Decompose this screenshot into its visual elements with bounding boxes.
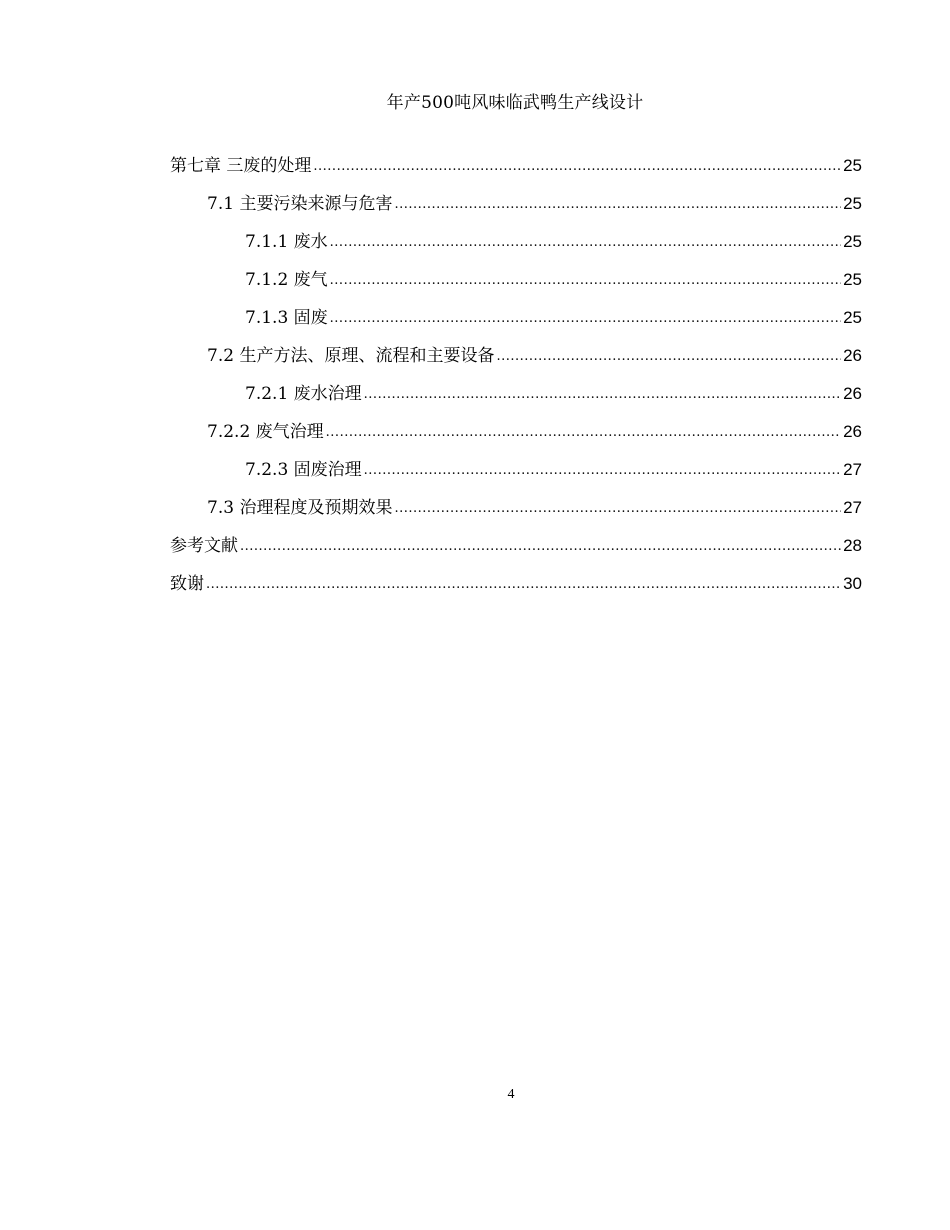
- toc-entry-page: 27: [843, 460, 862, 479]
- toc-leader-dots: [364, 458, 841, 484]
- running-header: [0, 88, 950, 113]
- toc-entry-page: 26: [843, 384, 862, 403]
- toc-entry-page: 26: [843, 346, 862, 365]
- toc-leader-dots: [394, 496, 841, 522]
- toc-entry-7-1-1[interactable]: [170, 229, 862, 267]
- toc-entry-title: 7.1.2 废气: [245, 270, 328, 290]
- toc-entry-7-2[interactable]: [170, 343, 862, 381]
- toc-entry-title: 7.2 生产方法、原理、流程和主要设备: [207, 346, 495, 366]
- toc-entry-page: 25: [843, 194, 862, 213]
- toc-leader-dots: [394, 192, 841, 218]
- toc-leader-dots: [313, 154, 841, 180]
- toc-entry-title: 7.1.1 废水: [245, 232, 328, 252]
- toc-entry-page: 25: [843, 308, 862, 327]
- toc-entry-title: 7.2.3 固废治理: [245, 460, 362, 480]
- toc-entry-title: 7.1.3 固废: [245, 308, 328, 328]
- toc-entry-acknowledgements[interactable]: [170, 571, 862, 609]
- toc-entry-7-2-2[interactable]: [170, 419, 862, 457]
- toc-entry-page: 25: [843, 232, 862, 251]
- toc-entry-references[interactable]: [170, 533, 862, 571]
- toc-leader-dots: [240, 534, 841, 560]
- toc-entry-page: 30: [843, 574, 862, 593]
- toc-leader-dots: [326, 420, 841, 446]
- table-of-contents: [170, 153, 862, 609]
- toc-entry-7-1-3[interactable]: [170, 305, 862, 343]
- toc-entry-7-2-3[interactable]: [170, 457, 862, 495]
- toc-entry-chapter-7[interactable]: [170, 153, 862, 191]
- toc-entry-7-1[interactable]: [170, 191, 862, 229]
- toc-entry-title: 致谢: [170, 574, 204, 594]
- toc-entry-title: 第七章 三废的处理: [170, 156, 312, 176]
- toc-entry-title: 7.2.2 废气治理: [207, 422, 324, 442]
- toc-leader-dots: [496, 344, 841, 370]
- toc-entry-page: 28: [843, 536, 862, 555]
- page-number: 4: [507, 1087, 515, 1102]
- toc-entry-title: 7.2.1 废水治理: [245, 384, 362, 404]
- toc-entry-7-1-2[interactable]: [170, 267, 862, 305]
- toc-entry-7-2-1[interactable]: [170, 381, 862, 419]
- toc-entry-page: 26: [843, 422, 862, 441]
- toc-entry-title: 7.3 治理程度及预期效果: [207, 498, 393, 518]
- toc-leader-dots: [206, 572, 841, 598]
- toc-entry-title: 7.1 主要污染来源与危害: [207, 194, 393, 214]
- toc-entry-page: 25: [843, 156, 862, 175]
- toc-leader-dots: [364, 382, 841, 408]
- toc-entry-page: 25: [843, 270, 862, 289]
- toc-entry-page: 27: [843, 498, 862, 517]
- document-title: 年产500吨风味临武鸭生产线设计: [386, 93, 644, 113]
- toc-entry-title: 参考文献: [170, 536, 238, 556]
- toc-leader-dots: [330, 268, 841, 294]
- toc-leader-dots: [330, 230, 841, 256]
- toc-leader-dots: [330, 306, 841, 332]
- toc-entry-7-3[interactable]: [170, 495, 862, 533]
